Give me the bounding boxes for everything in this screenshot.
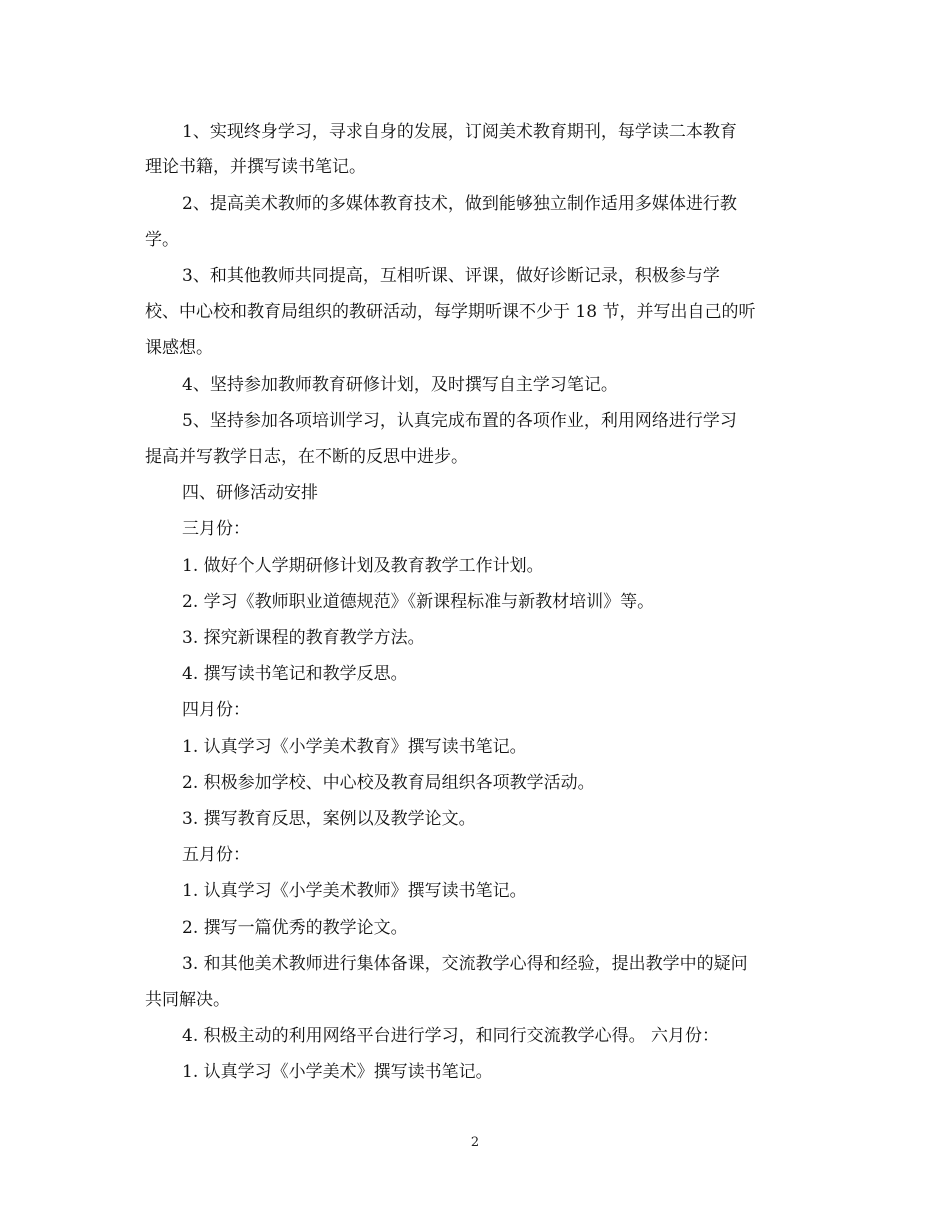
month-heading: 四月份： — [182, 700, 250, 720]
list-item: 4. 撰写读书笔记和教学反思。 — [182, 664, 408, 684]
text-line: 学。 — [145, 230, 179, 250]
list-item: 2. 学习《教师职业道德规范》《新课程标准与新教材培训》等。 — [182, 592, 655, 612]
text-line: 提高并写教学日志，在不断的反思中进步。 — [145, 447, 468, 467]
text-line: 校、中心校和教育局组织的教研活动，每学期听课不少于 18 节，并写出自己的听 — [145, 302, 756, 322]
list-item: 1. 认真学习《小学美术》撰写读书笔记。 — [182, 1062, 493, 1082]
text-line: 5、坚持参加各项培训学习，认真完成布置的各项作业，利用网络进行学习 — [182, 411, 737, 431]
page-number: 2 — [470, 1135, 480, 1150]
list-item: 3. 探究新课程的教育教学方法。 — [182, 628, 425, 648]
list-item: 3. 和其他美术教师进行集体备课，交流教学心得和经验，提出教学中的疑问 — [182, 954, 748, 974]
list-item: 3. 撰写教育反思，案例以及教学论文。 — [182, 809, 476, 829]
text-line: 1、实现终身学习，寻求自身的发展，订阅美术教育期刊，每学读二本教育 — [182, 122, 737, 142]
list-item: 1. 做好个人学期研修计划及教育教学工作计划。 — [182, 556, 544, 576]
text-line: 2、提高美术教师的多媒体教育技术，做到能够独立制作适用多媒体进行教 — [182, 194, 737, 214]
text-line: 理论书籍，并撰写读书笔记。 — [145, 157, 366, 177]
month-heading: 三月份： — [182, 519, 250, 539]
list-item: 2. 积极参加学校、中心校及教育局组织各项教学活动。 — [182, 773, 595, 793]
text-line: 课感想。 — [145, 338, 213, 358]
list-item: 1. 认真学习《小学美术教师》撰写读书笔记。 — [182, 881, 527, 901]
text-line: 3、和其他教师共同提高，互相听课、评课，做好诊断记录，积极参与学 — [182, 266, 720, 286]
text-line: 共同解决。 — [145, 990, 230, 1010]
list-item: 2. 撰写一篇优秀的教学论文。 — [182, 918, 408, 938]
section-heading: 四、研修活动安排 — [182, 483, 318, 503]
month-heading: 五月份： — [182, 845, 250, 865]
text-line: 4、坚持参加教师教育研修计划，及时撰写自主学习笔记。 — [182, 375, 618, 395]
list-item: 1. 认真学习《小学美术教育》撰写读书笔记。 — [182, 737, 527, 757]
list-item: 4. 积极主动的利用网络平台进行学习，和同行交流教学心得。 六月份： — [182, 1026, 720, 1046]
